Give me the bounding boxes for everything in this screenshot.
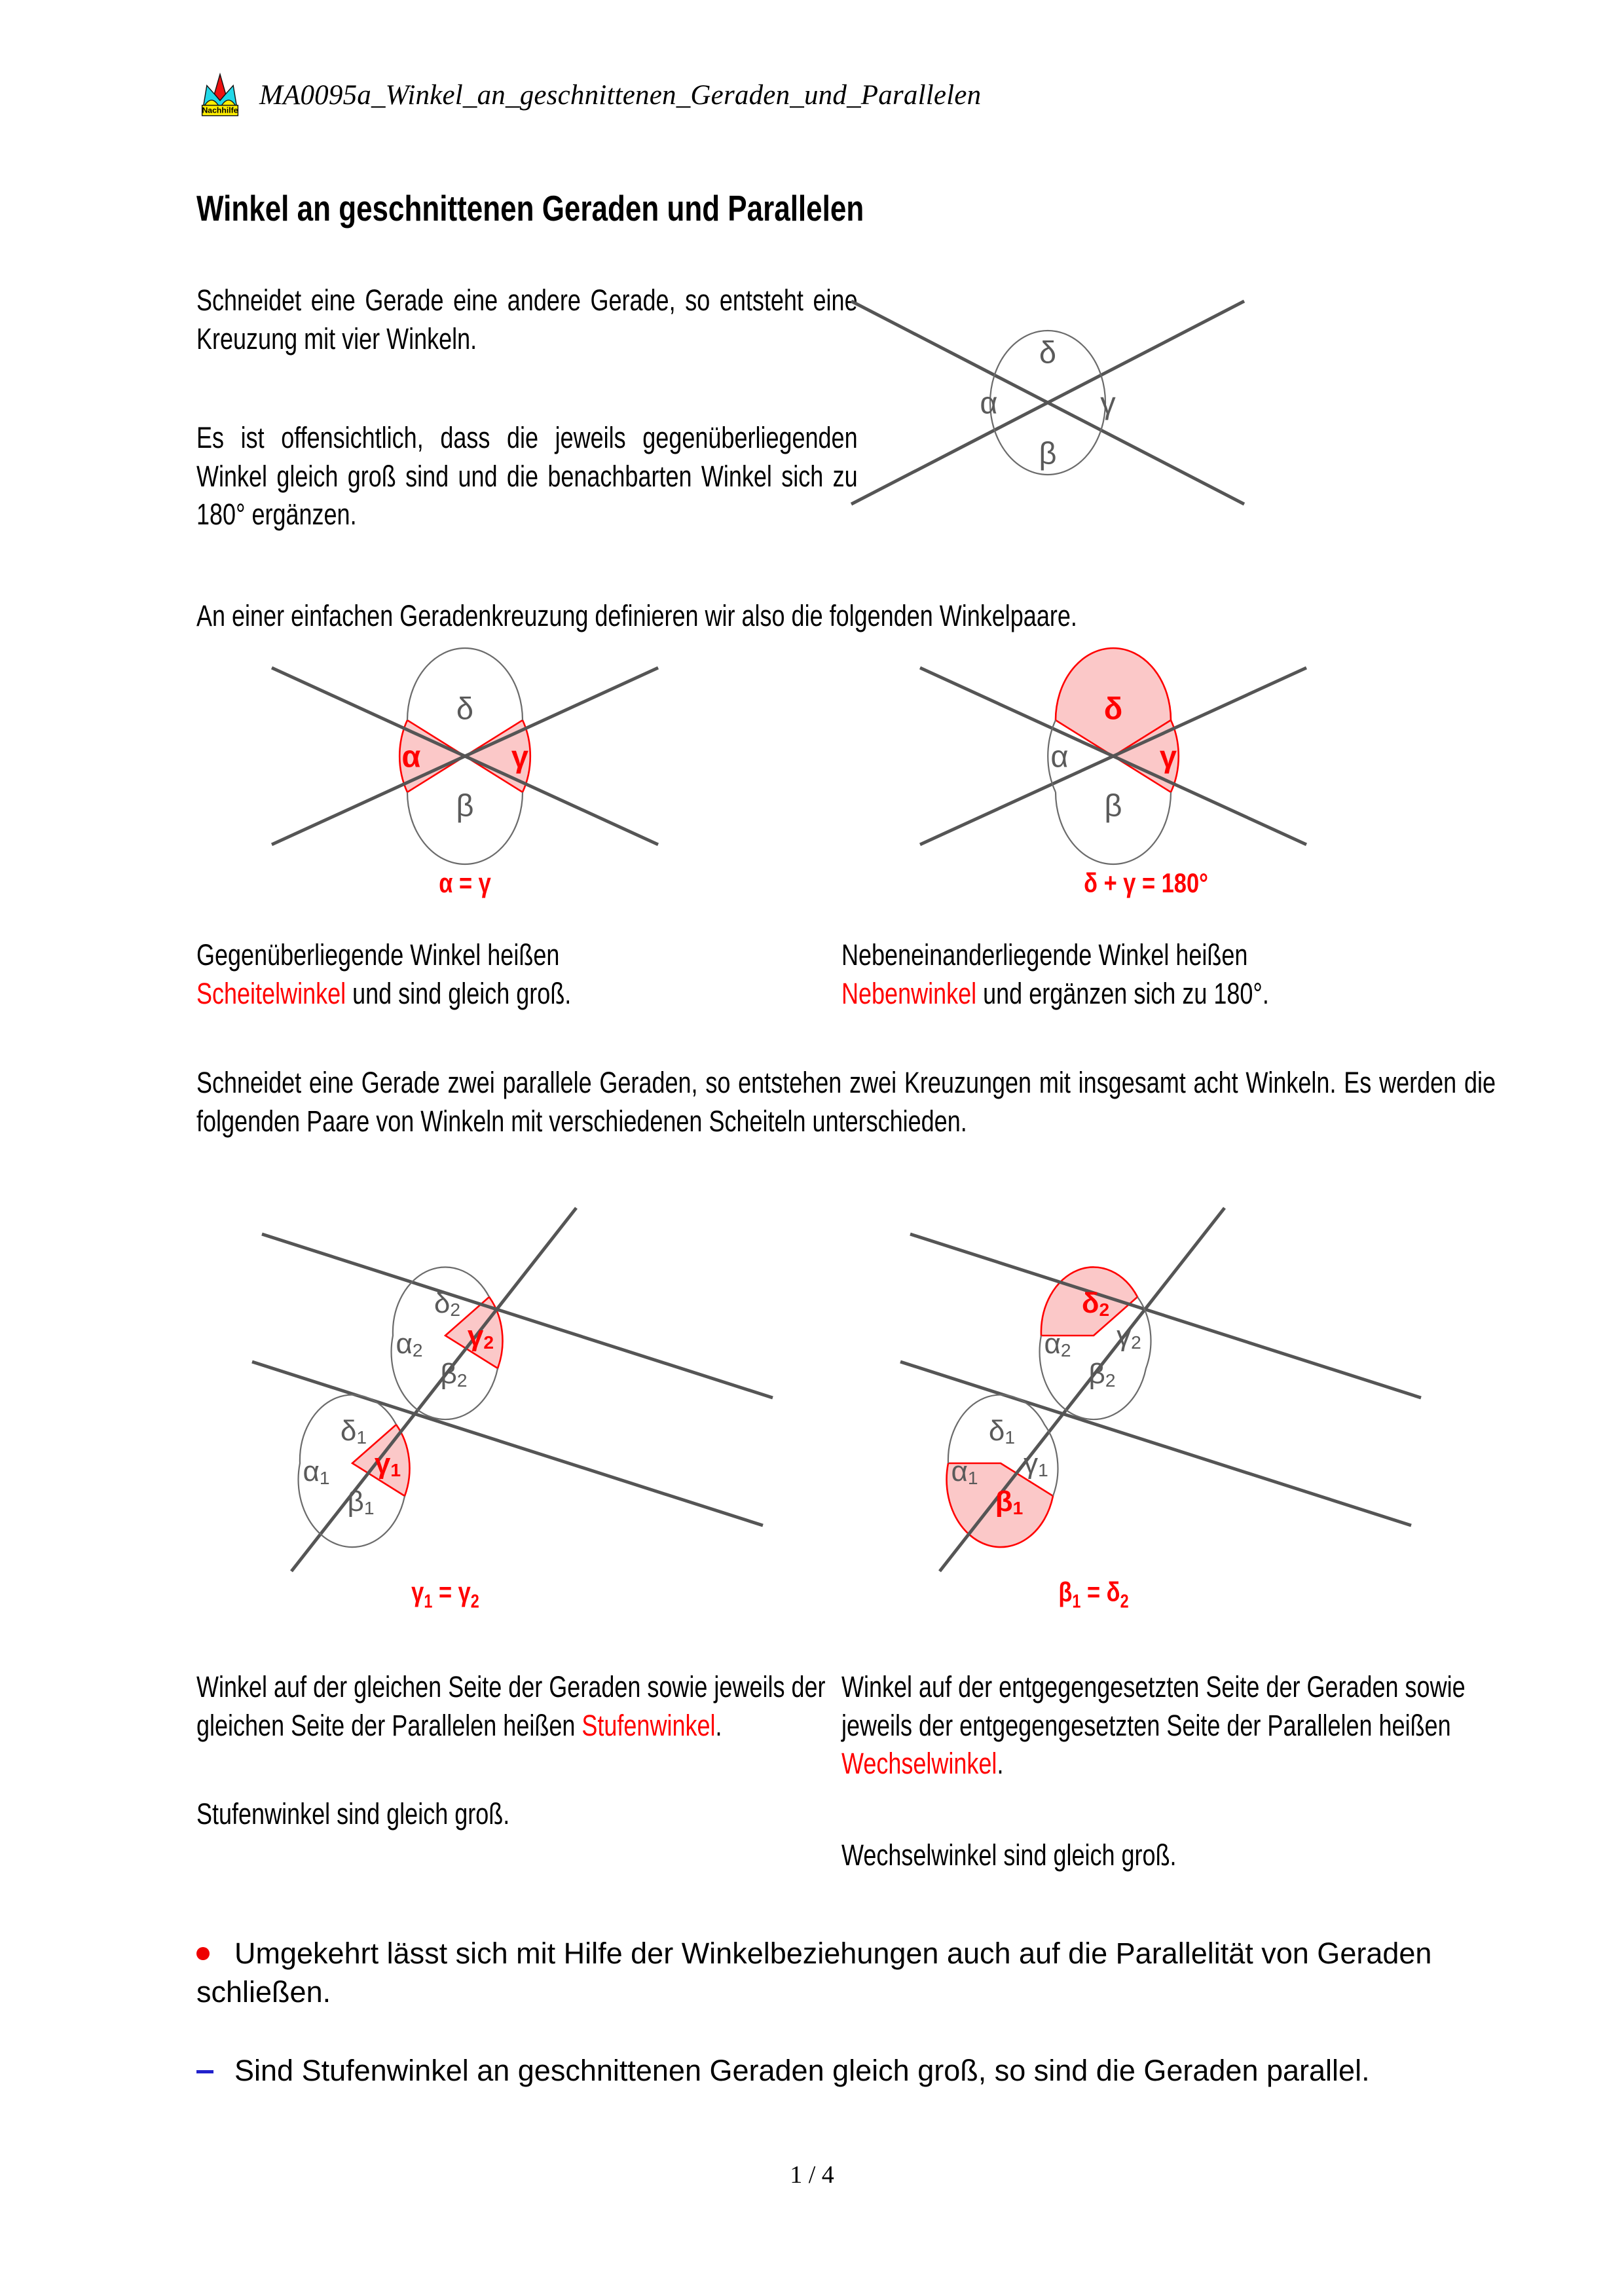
label-alpha1: $\alpha_1$: [951, 1455, 978, 1488]
label-beta: β: [1104, 788, 1122, 823]
label-beta2: $\beta_2$: [1088, 1357, 1116, 1391]
paragraph-parallelen: Schneidet eine Gerade zwei parallele Geraden, so entstehen zwei Kreuzungen mit insgesamt acht Winkeln. Es werden die folgenden Paare von Winkeln mit verschiedenen Scheiteln unterschieden.: [196, 1066, 1496, 1138]
label-gamma: γ: [511, 738, 529, 774]
list-item: [196, 1935, 1506, 2011]
label-gamma1: $\gamma_1$: [1024, 1447, 1048, 1480]
text-stufenwinkel-definition: [196, 1668, 862, 1745]
caption-scheitelwinkel: α = γ: [439, 867, 491, 898]
label-delta: δ: [456, 691, 474, 726]
page-header: [196, 65, 1441, 124]
paragraph-intro-1: Schneidet eine Gerade eine andere Gerade, so entsteht eine Kreuzung mit vier Winkeln.: [196, 283, 858, 355]
stufen-term: Stufenwinkel: [581, 1708, 716, 1742]
label-gamma2: $\gamma_2$: [1116, 1319, 1141, 1353]
figure-nebenwinkel: [910, 648, 1316, 864]
label-delta1: $\delta_1$: [340, 1414, 367, 1448]
label-beta2: $\beta_2$: [440, 1357, 468, 1391]
label-beta: β: [456, 788, 474, 823]
list-item-text: Umgekehrt lässt sich mit Hilfe der Winkelbeziehungen auch auf die Parallelität von Geraden schließen.: [196, 1937, 1432, 2009]
caption-nebenwinkel: δ + γ = 180°: [1084, 867, 1208, 898]
def-right-term: Nebenwinkel: [841, 976, 977, 1010]
label-gamma2: $\gamma_2$: [467, 1319, 494, 1353]
wechsel-text-a: Winkel auf der entgegengesetzten Seite der Geraden sowie jeweils der entgegengesetzten Seite der Parallelen heißen: [841, 1670, 1466, 1742]
text-wechselwinkel-definition: [841, 1668, 1515, 1783]
label-alpha1: $\alpha_1$: [303, 1455, 330, 1488]
label-alpha: α: [1050, 738, 1069, 774]
definition-nebenwinkel: [841, 936, 1512, 1013]
def-right-text-a: Nebeneinanderliegende Winkel heißen: [841, 938, 1248, 972]
stufen-text-a: Winkel auf der gleichen Seite der Geraden sowie jeweils der gleichen Seite der Parallelen heißen: [196, 1670, 826, 1742]
label-beta1: $\beta_1$: [347, 1485, 375, 1518]
label-gamma: γ: [1159, 738, 1177, 774]
page-footer: 1 / 4: [790, 2161, 834, 2189]
label-delta: δ: [1103, 691, 1123, 726]
label-beta1: $\beta_1$: [995, 1485, 1024, 1518]
text-wechselwinkel-note: Wechselwinkel sind gleich groß.: [841, 1838, 1177, 1872]
label-delta2: $\delta_2$: [1081, 1286, 1110, 1320]
label-beta: β: [1039, 435, 1057, 471]
figure-scheitelwinkel: [262, 648, 668, 864]
label-alpha: α: [401, 738, 421, 774]
bullet-dash-icon: [196, 2052, 231, 2090]
wechsel-text-c: .: [997, 1747, 1004, 1780]
list-item-text: Sind Stufenwinkel an geschnittenen Geraden gleich groß, so sind die Geraden parallel.: [234, 2054, 1370, 2087]
def-right-text-c: und ergänzen sich zu 180°.: [976, 976, 1269, 1010]
label-delta: δ: [1039, 335, 1057, 370]
def-left-text-a: Gegenüberliegende Winkel heißen: [196, 938, 560, 972]
page-title: Winkel an geschnittenen Geraden und Parallelen: [196, 188, 864, 228]
conclusion-list: [196, 1935, 1506, 2121]
header-filename: MA0095a_Winkel_an_geschnittenen_Geraden_und_Parallelen: [259, 79, 982, 111]
label-alpha2: $\alpha_2$: [1044, 1327, 1071, 1360]
wechsel-term: Wechselwinkel: [841, 1747, 997, 1780]
paragraph-intro-3: An einer einfachen Geradenkreuzung definieren wir also die folgenden Winkelpaare.: [196, 599, 1077, 632]
label-delta2: $\delta_2$: [434, 1286, 461, 1320]
figure-wechselwinkel: [904, 1208, 1428, 1575]
label-gamma: γ: [1100, 385, 1116, 420]
caption-stufenwinkel: $\gamma_1 = \gamma_2$: [411, 1576, 479, 1613]
def-left-term: Scheitelwinkel: [196, 976, 346, 1010]
figure-stufenwinkel: [255, 1208, 779, 1575]
nachhilfe-logo-icon: [196, 71, 244, 118]
text-stufenwinkel-note: Stufenwinkel sind gleich groß.: [196, 1797, 510, 1831]
label-gamma1: $\gamma_1$: [374, 1447, 401, 1480]
definition-scheitelwinkel: [196, 936, 726, 1013]
label-alpha: α: [980, 385, 998, 420]
logo-label: Nachhilfe: [202, 105, 238, 115]
label-delta1: $\delta_1$: [988, 1414, 1016, 1448]
paragraph-intro-2: Es ist offensichtlich, dass die jeweils gegenüberliegenden Winkel gleich groß sind und die benachbarten Winkel sich zu 180° ergänzen.: [196, 421, 858, 531]
bullet-dot-icon: [196, 1935, 231, 1973]
label-alpha2: $\alpha_2$: [396, 1327, 423, 1360]
caption-wechselwinkel: $\beta_1 = \delta_2$: [1058, 1576, 1129, 1613]
stufen-text-c: .: [715, 1708, 722, 1742]
def-left-text-c: und sind gleich groß.: [346, 976, 572, 1010]
list-item: [196, 2052, 1506, 2090]
figure-geradenkreuzung-plain: [838, 275, 1257, 530]
